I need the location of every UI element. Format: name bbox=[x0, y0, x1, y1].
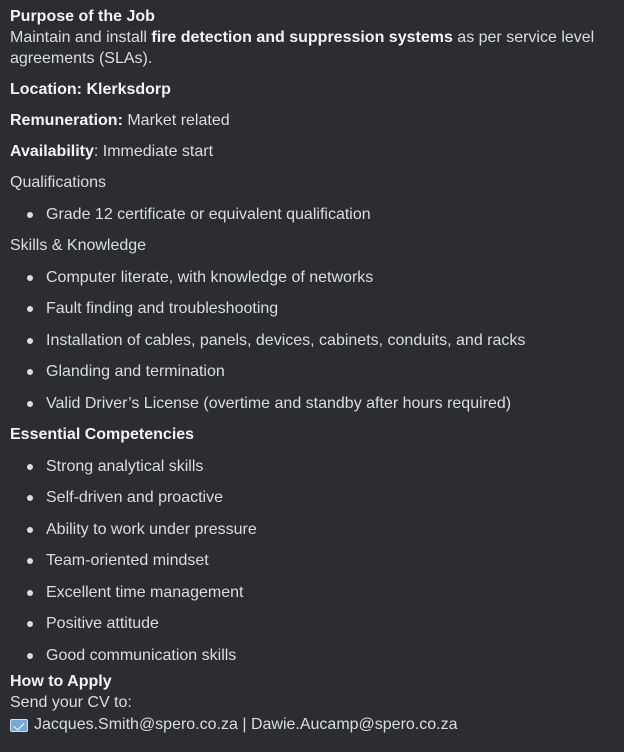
list-item bbox=[10, 356, 614, 388]
bullet-icon bbox=[27, 275, 33, 281]
list-item bbox=[10, 451, 614, 483]
skills-heading: Skills & Knowledge bbox=[10, 237, 147, 254]
email-link-1[interactable]: Jacques.Smith@spero.co.za bbox=[34, 716, 238, 733]
list-item-text: Excellent time management bbox=[46, 583, 244, 601]
envelope-icon bbox=[10, 719, 28, 732]
remuneration-label: Remuneration: bbox=[10, 112, 123, 129]
purpose-title: Purpose of the Job bbox=[10, 8, 155, 25]
bullet-icon bbox=[27, 464, 33, 470]
list-item-text: Fault finding and troubleshooting bbox=[46, 300, 279, 317]
email-separator: | bbox=[237, 716, 251, 733]
list-item bbox=[10, 514, 614, 546]
list-item-text: Ability to work under pressure bbox=[46, 520, 257, 538]
list-item-text: Team-oriented mindset bbox=[46, 552, 209, 569]
list-item-text: Strong analytical skills bbox=[46, 457, 204, 475]
purpose-text-bold: fire detection and suppression systems bbox=[151, 29, 453, 46]
qualifications-list bbox=[10, 199, 614, 231]
email-link-2[interactable]: Dawie.Aucamp@spero.co.za bbox=[250, 716, 458, 733]
availability-value: : Immediate start bbox=[93, 143, 214, 160]
purpose-text-post: as per service level agreements (SLAs). bbox=[10, 29, 595, 67]
bullet-icon bbox=[27, 621, 33, 627]
list-item-text: Computer literate, with knowledge of networks bbox=[46, 268, 374, 286]
bullet-icon bbox=[27, 527, 33, 533]
list-item bbox=[10, 325, 614, 357]
list-item bbox=[10, 577, 614, 609]
bullet-icon bbox=[27, 369, 33, 375]
list-item bbox=[10, 293, 614, 325]
qualifications-heading: Qualifications bbox=[10, 174, 107, 191]
list-item-text: Installation of cables, panels, devices, cabinets, conduits, and racks bbox=[46, 331, 526, 349]
list-item-text: Glanding and termination bbox=[46, 363, 225, 380]
list-item-text: Self-driven and proactive bbox=[46, 489, 223, 506]
list-item bbox=[10, 608, 614, 640]
bullet-icon bbox=[27, 495, 33, 501]
bullet-icon bbox=[27, 338, 33, 344]
list-item bbox=[10, 262, 614, 294]
remuneration-line bbox=[10, 110, 614, 131]
bullet-icon bbox=[27, 653, 33, 659]
list-item-text: Good communication skills bbox=[46, 646, 237, 664]
list-item-text: Positive attitude bbox=[46, 615, 159, 632]
apply-heading: How to Apply bbox=[10, 673, 112, 690]
purpose-text bbox=[10, 27, 614, 69]
purpose-text-pre: Maintain and install bbox=[10, 29, 152, 46]
availability-line bbox=[10, 141, 614, 162]
availability-label: Availability bbox=[10, 143, 94, 160]
list-item bbox=[10, 388, 614, 420]
list-item bbox=[10, 199, 614, 231]
remuneration-value: Market related bbox=[122, 112, 230, 129]
bullet-icon bbox=[27, 590, 33, 596]
bullet-icon bbox=[27, 401, 33, 407]
list-item bbox=[10, 482, 614, 514]
list-item bbox=[10, 545, 614, 577]
apply-text: Send your CV to: bbox=[10, 694, 132, 711]
bullet-icon bbox=[27, 212, 33, 218]
bullet-icon bbox=[27, 306, 33, 312]
skills-list bbox=[10, 262, 614, 420]
competencies-list bbox=[10, 451, 614, 672]
bullet-icon bbox=[27, 558, 33, 564]
list-item-text: Grade 12 certificate or equivalent qualification bbox=[46, 205, 371, 223]
list-item bbox=[10, 640, 614, 672]
list-item-text: Valid Driver’s License (overtime and standby after hours required) bbox=[46, 394, 512, 412]
apply-contacts bbox=[10, 713, 614, 737]
location-line: Location: Klerksdorp bbox=[10, 81, 171, 98]
competencies-heading: Essential Competencies bbox=[10, 426, 195, 443]
